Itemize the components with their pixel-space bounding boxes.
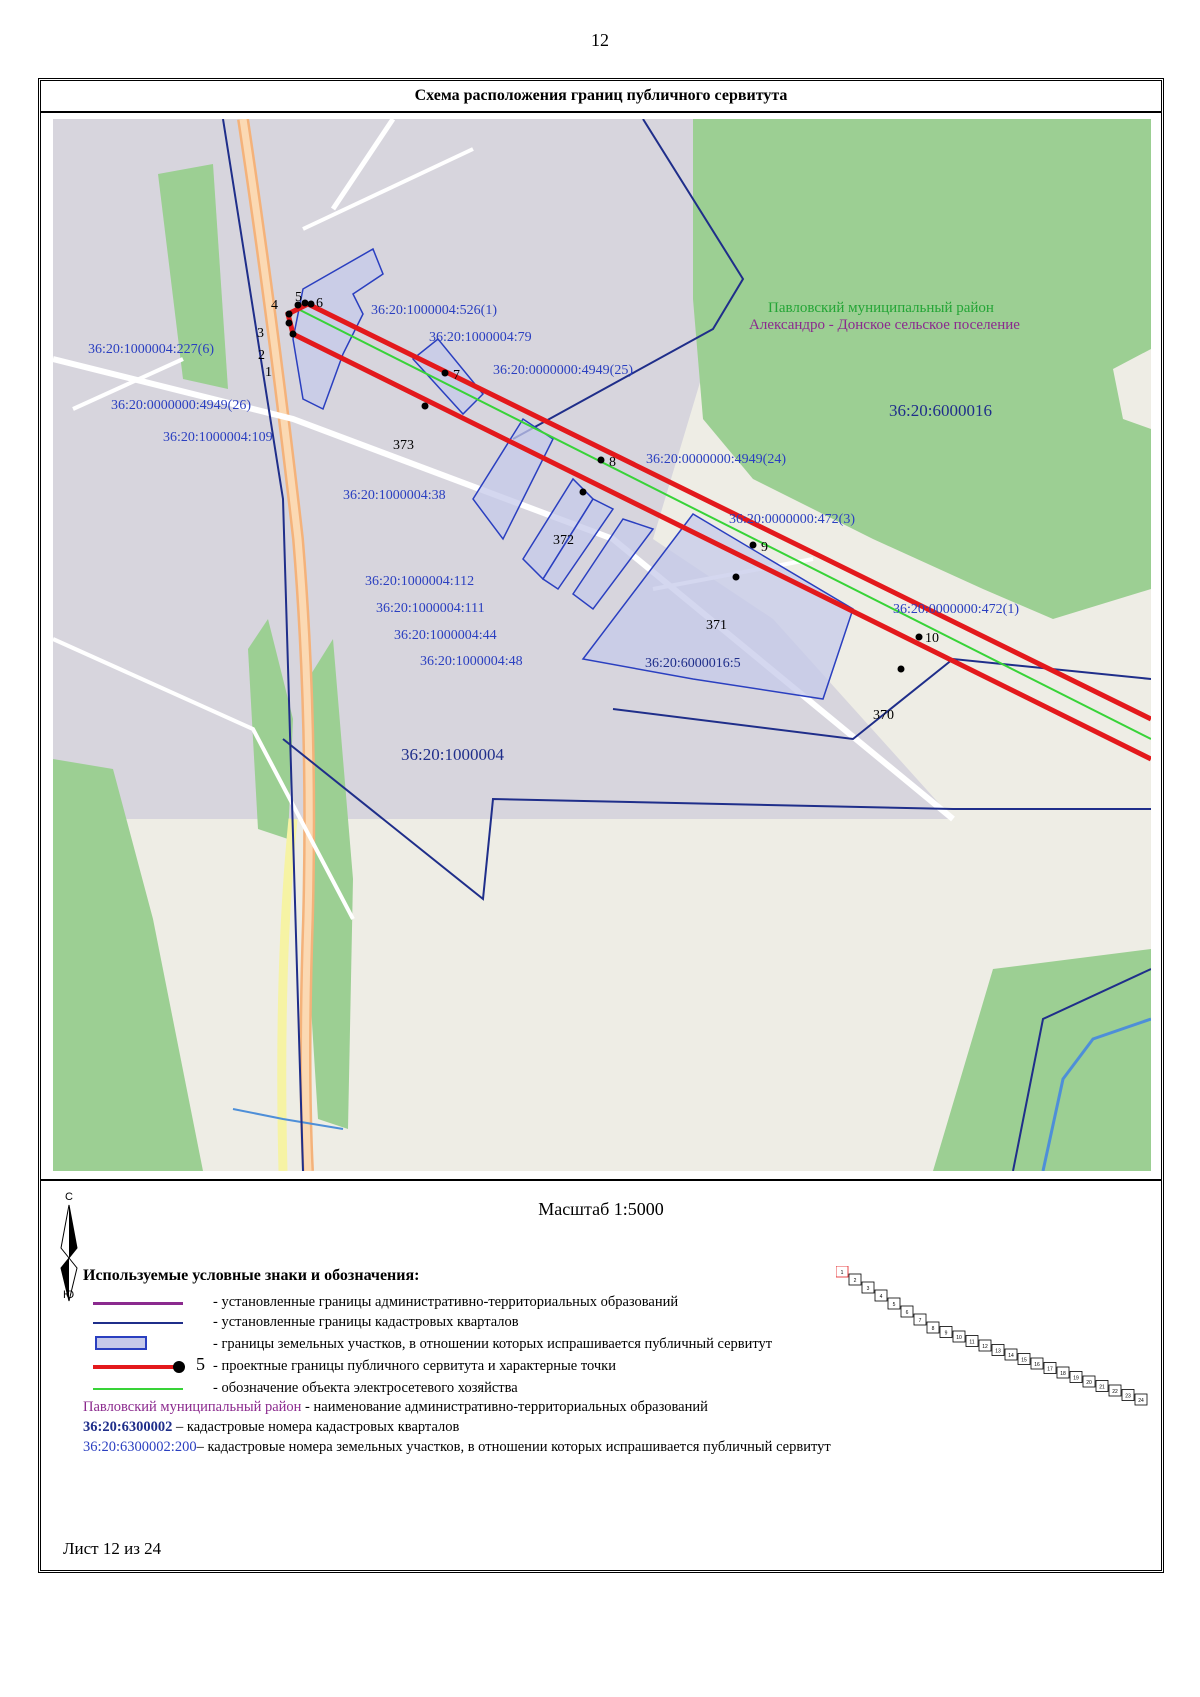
- contour-label-370: 370: [873, 708, 894, 723]
- parcel-desc: – кадастровые номера земельных участков, в отношении которых испрашивается публичный сервитут: [196, 1439, 831, 1455]
- sheet-index-cell: [901, 1306, 913, 1317]
- settlement-name-label: Александро - Донское сельское поселение: [749, 317, 1020, 333]
- svg-text:4: 4: [879, 1294, 883, 1300]
- sheet-index-cell: [966, 1336, 978, 1347]
- sheet-index-cell: [1005, 1349, 1017, 1360]
- sheet-index-diagram: [836, 1266, 1156, 1406]
- svg-text:20: 20: [1086, 1380, 1092, 1386]
- parcel-label-111: 36:20:1000004:111: [376, 601, 485, 616]
- point-1: [290, 331, 297, 338]
- parcel-label-6000016-5: 36:20:6000016:5: [645, 656, 741, 671]
- legend-admin-boundary: [83, 1294, 678, 1311]
- parcel-label-44: 36:20:1000004:44: [394, 628, 497, 643]
- legend-item-label: - границы земельных участков, в отношении которых испрашивается публичный сервитут: [213, 1336, 773, 1352]
- point-7: [442, 370, 449, 377]
- point-5: [302, 300, 309, 307]
- legend-area: [41, 1179, 1161, 1574]
- quarter-label-1000004: 36:20:1000004: [401, 745, 504, 764]
- power-line-symbol: [83, 1382, 203, 1396]
- point-label-2: 2: [258, 348, 265, 363]
- map-area[interactable]: [53, 119, 1151, 1171]
- point-label-8: 8: [609, 455, 616, 470]
- parcel-label-38: 36:20:1000004:38: [343, 488, 446, 503]
- quarter-boundary-symbol: [83, 1316, 203, 1330]
- point-10: [916, 634, 923, 641]
- admin-boundary-symbol: [83, 1296, 203, 1310]
- legend-easement-boundary: [83, 1353, 616, 1375]
- sheet-index-cell: [849, 1274, 861, 1285]
- point-label-7: 7: [453, 368, 460, 383]
- parcel-label-109: 36:20:1000004:109: [163, 430, 273, 445]
- point-371: [733, 574, 740, 581]
- sheet-index-cell: [888, 1298, 900, 1309]
- sheet-index-cell: [992, 1345, 1004, 1356]
- sheet-index-cell: [927, 1322, 939, 1333]
- legend-item-label: - проектные границы публичного сервитута и характерные точки: [213, 1358, 616, 1374]
- svg-text:2: 2: [853, 1278, 857, 1284]
- page-number: 12: [591, 30, 609, 50]
- legend-parcel-example: [83, 1439, 831, 1456]
- parcel-label-526: 36:20:1000004:526(1): [371, 303, 497, 318]
- legend-item-label: - установленные границы административно-территориальных образований: [213, 1294, 679, 1310]
- sheet-index-cell: [1083, 1376, 1095, 1387]
- svg-text:1: 1: [840, 1270, 844, 1276]
- svg-text:16: 16: [1034, 1362, 1040, 1368]
- point-9: [750, 542, 757, 549]
- quarter-label-6000016: 36:20:6000016: [889, 401, 992, 420]
- parcel-label-112: 36:20:1000004:112: [365, 574, 475, 589]
- sheet-index-cell: [1057, 1367, 1069, 1378]
- parcel-label-4949-26: 36:20:0000000:4949(26): [111, 398, 251, 413]
- legend-item-label: - установленные границы кадастровых кварталов: [213, 1314, 519, 1330]
- parcel-label-48: 36:20:1000004:48: [420, 654, 523, 669]
- sheet-index-cell: [1070, 1372, 1082, 1383]
- scheme-frame: [38, 78, 1164, 1573]
- parcel-label-4949-24: 36:20:0000000:4949(24): [646, 452, 786, 467]
- parcel-label-472-3: 36:20:0000000:472(3): [729, 512, 855, 527]
- svg-text:6: 6: [905, 1310, 909, 1316]
- quarter-sample: 36:20:6300002: [83, 1419, 173, 1435]
- contour-label-371: 371: [706, 618, 727, 633]
- svg-text:21: 21: [1099, 1384, 1105, 1391]
- point-372: [580, 489, 587, 496]
- svg-text:17: 17: [1047, 1366, 1053, 1373]
- sheet-index-cell: [1109, 1385, 1121, 1396]
- point-label-4: 4: [271, 298, 278, 313]
- south-label: Ю: [63, 1289, 75, 1301]
- parcel-sample: 36:20:6300002:200: [83, 1439, 197, 1455]
- point-8: [598, 457, 605, 464]
- sheet-index-cell: [979, 1340, 991, 1351]
- parcel-label-4949-25: 36:20:0000000:4949(25): [493, 363, 633, 378]
- scale-label: Масштаб 1:5000: [538, 1199, 664, 1219]
- parcel-label-79: 36:20:1000004:79: [429, 330, 532, 345]
- sheet-index-cell: [1018, 1354, 1030, 1365]
- svg-text:3: 3: [866, 1286, 870, 1292]
- legend-quarter-example: [83, 1419, 459, 1436]
- point-373: [422, 403, 429, 410]
- point-label-3: 3: [257, 326, 264, 341]
- contour-label-372: 372: [553, 533, 574, 548]
- quarter-desc: – кадастровые номера кадастровых кварталов: [172, 1419, 460, 1435]
- sheet-index-cell: [940, 1327, 952, 1338]
- legend-admin-name-example: [83, 1399, 708, 1416]
- contour-label-373: 373: [393, 438, 414, 453]
- point-label-1: 1: [265, 365, 272, 380]
- parcel-label-472-1: 36:20:0000000:472(1): [893, 602, 1019, 617]
- sheet-index-cell: [1031, 1358, 1043, 1369]
- svg-text:13: 13: [995, 1348, 1001, 1355]
- sheet-index-cell: [1135, 1394, 1147, 1405]
- point-label-9: 9: [761, 540, 768, 555]
- admin-name-sample: Павловский муниципальный район: [83, 1399, 302, 1415]
- point-2: [286, 320, 293, 327]
- svg-text:12: 12: [982, 1344, 988, 1350]
- svg-text:7: 7: [918, 1318, 922, 1324]
- svg-text:15: 15: [1021, 1357, 1027, 1364]
- sheet-index-cell: [875, 1290, 887, 1301]
- sheet-index-cell: [1096, 1381, 1108, 1392]
- svg-text:24: 24: [1138, 1398, 1144, 1404]
- legend-power-line: [83, 1380, 518, 1397]
- svg-text:10: 10: [956, 1335, 962, 1341]
- legend-heading: Используемые условные знаки и обозначения:: [83, 1267, 420, 1284]
- point-3: [286, 311, 293, 318]
- legend-item-label: - обозначение объекта электросетевого хозяйства: [213, 1380, 518, 1396]
- easement-boundary-symbol: [83, 1353, 205, 1374]
- sheet-index-cell: [953, 1331, 965, 1342]
- svg-text:23: 23: [1125, 1393, 1131, 1400]
- sheet-index-cell: [836, 1266, 848, 1277]
- sheet-index-cell: [1122, 1390, 1134, 1401]
- point-370: [898, 666, 905, 673]
- sheet-index-cell: [862, 1282, 874, 1293]
- legend-parcel-boundary: [83, 1336, 772, 1353]
- point-6: [308, 301, 315, 308]
- admin-name-desc: - наименование административно-территориальных образований: [301, 1399, 708, 1415]
- svg-text:18: 18: [1060, 1371, 1066, 1377]
- sheet-index-cell: [914, 1314, 926, 1325]
- north-label: С: [65, 1191, 73, 1203]
- svg-text:11: 11: [969, 1339, 975, 1346]
- svg-text:9: 9: [944, 1330, 948, 1337]
- parcel-boundary-symbol: [83, 1338, 203, 1352]
- scheme-title: Схема расположения границ публичного сервитута: [41, 81, 1161, 113]
- district-name-label: Павловский муниципальный район: [768, 300, 994, 316]
- sheet-number: Лист 12 из 24: [63, 1539, 162, 1558]
- svg-text:22: 22: [1112, 1389, 1118, 1395]
- point-label-6: 6: [316, 296, 323, 311]
- sheet-index-cell: [1044, 1363, 1056, 1374]
- point-label-10: 10: [925, 631, 939, 646]
- parcel-label-227: 36:20:1000004:227(6): [88, 342, 214, 357]
- point-label-5: 5: [295, 290, 302, 305]
- legend-quarter-boundary: [83, 1314, 519, 1331]
- svg-text:19: 19: [1073, 1375, 1079, 1382]
- svg-text:5: 5: [892, 1302, 896, 1308]
- svg-text:14: 14: [1008, 1353, 1014, 1359]
- map-canvas[interactable]: [53, 119, 1151, 1171]
- svg-text:8: 8: [931, 1326, 935, 1332]
- point-symbol-label: 5: [196, 1353, 205, 1374]
